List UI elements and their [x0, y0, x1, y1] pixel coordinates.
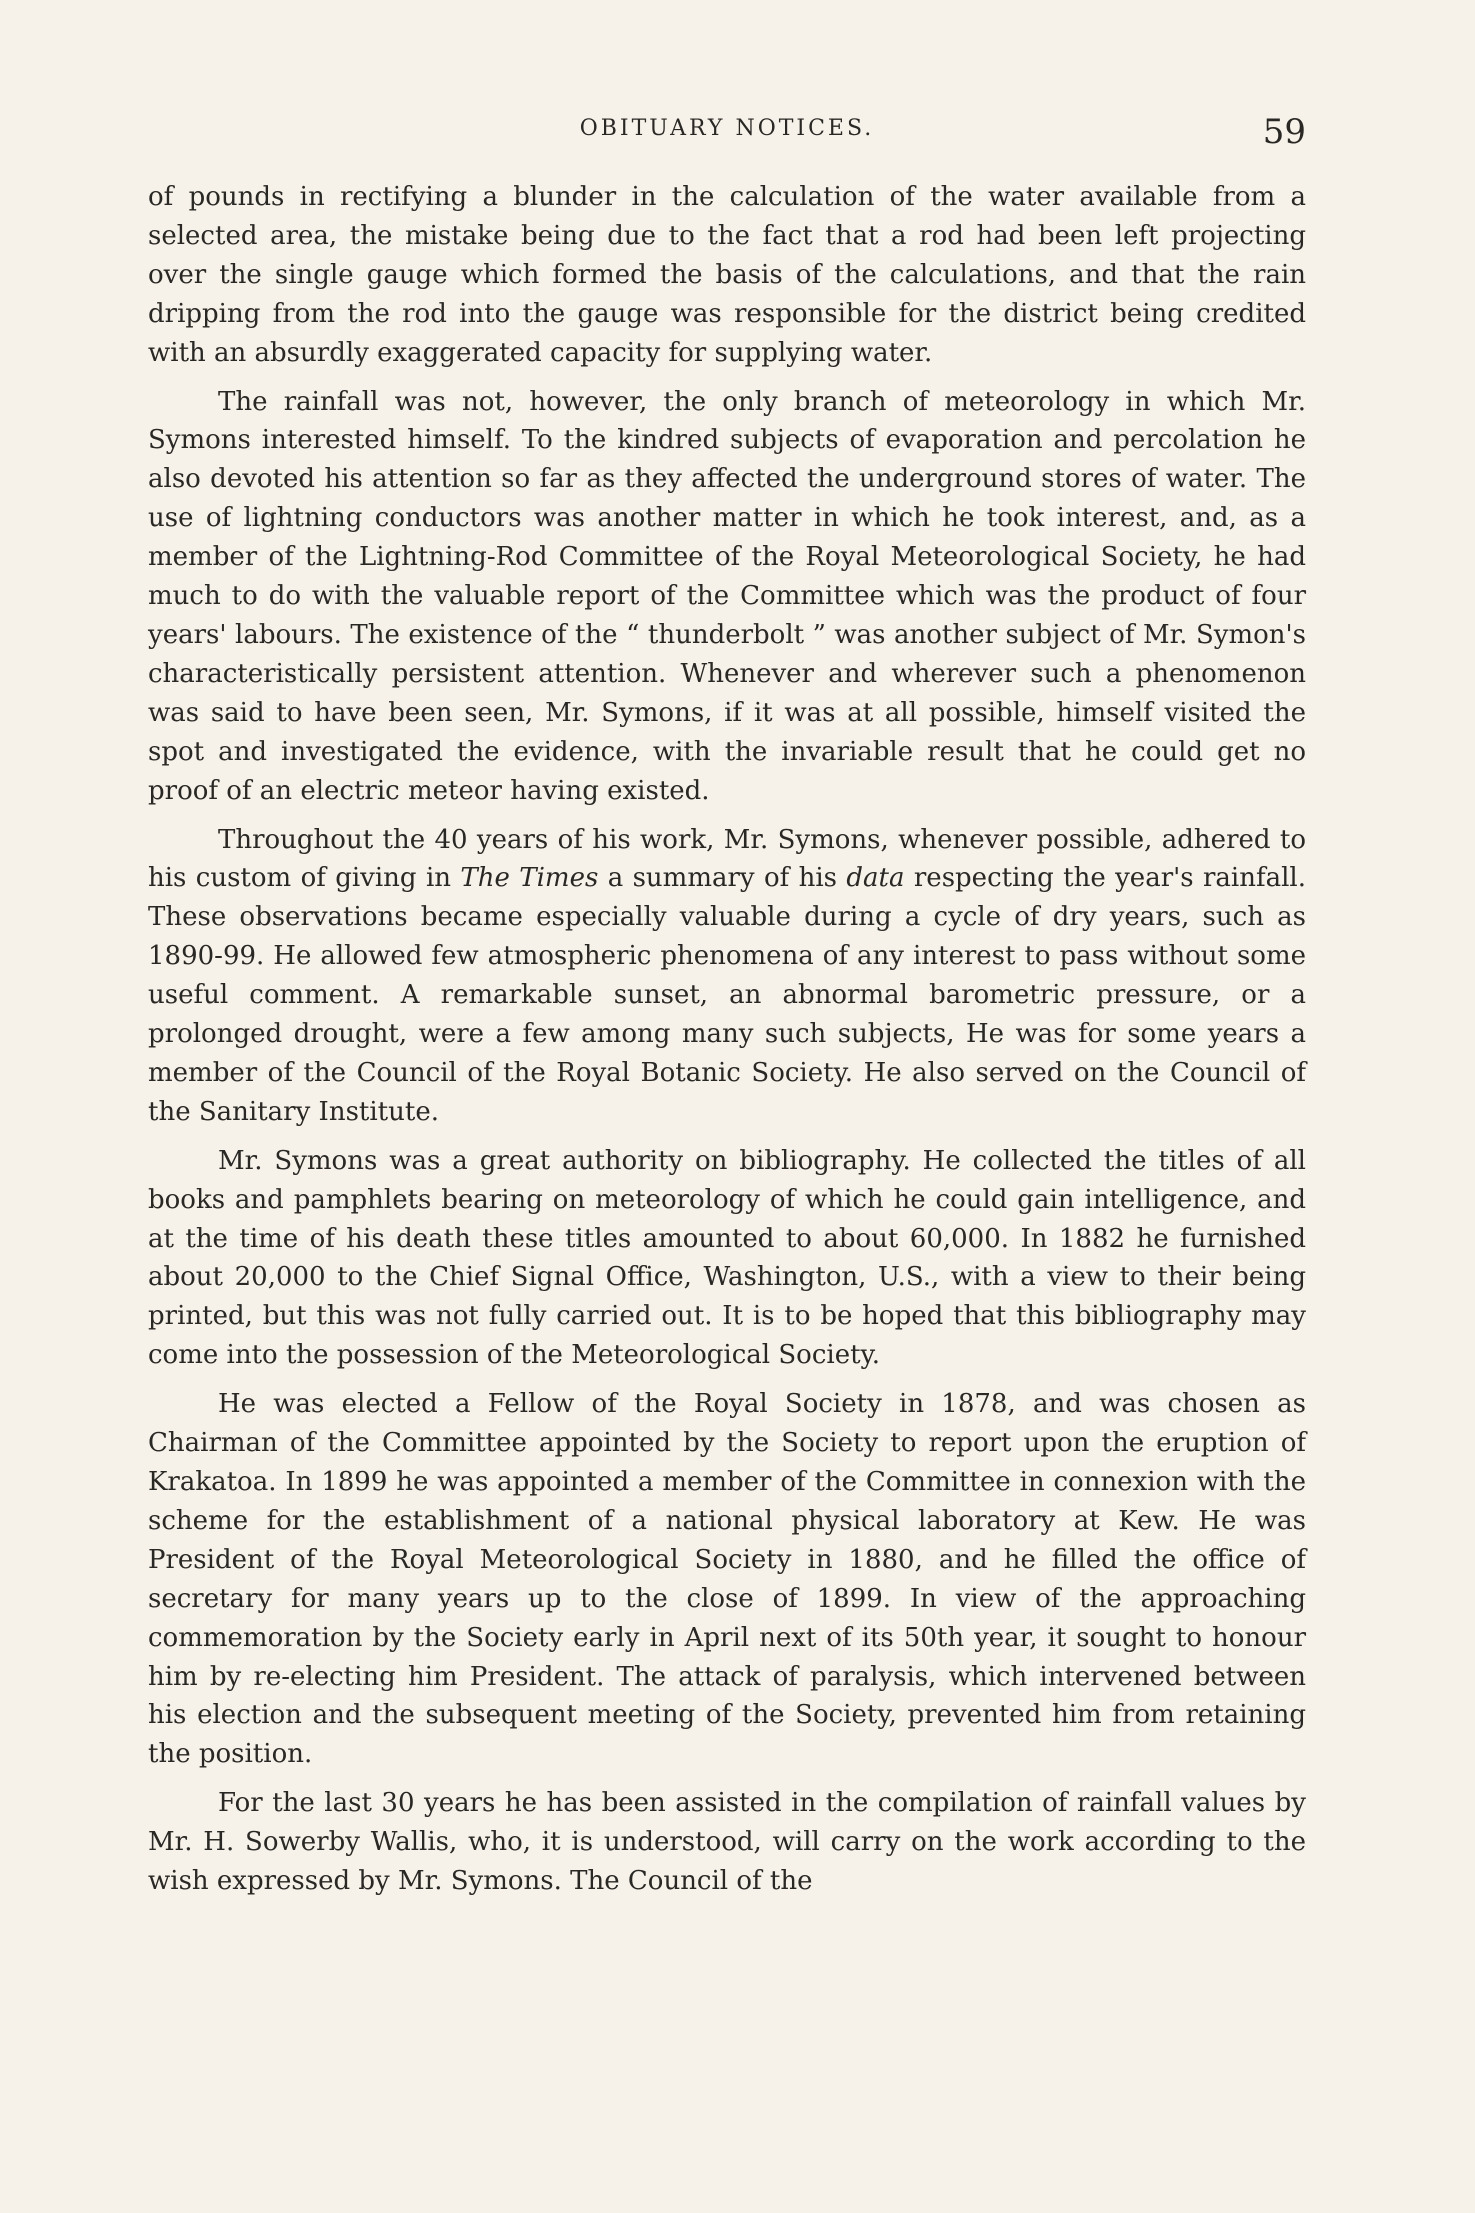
paragraph-4 — [148, 1142, 1306, 1375]
data-italic: data — [846, 863, 905, 894]
page-header — [148, 112, 1306, 152]
newspaper-title-italic: The Times — [460, 863, 599, 894]
paragraph-3-text-part-2: a summary of his — [598, 863, 847, 894]
paragraph-3 — [148, 821, 1306, 1132]
paragraph-3-text-part-1: Throughout the 40 years of his work, Mr. Symons, whenever possible, adhered to his custom of giving in — [148, 824, 1306, 894]
paragraph-2 — [148, 383, 1306, 811]
running-title: OBITUARY NOTICES. — [579, 116, 875, 141]
paragraph-3-text-part-3: respecting the year's rainfall. These observations became especially valuable during a cycle of dry years, such as 1890-99. He allowed few atmospheric phenomena of any interest to pass without some useful comment. A remarkable sunset, an abnormal barometric pressure, or a prolonged drought, were a few among many such subjects, He was for some years a member of the Council of the Royal Botanic Society. He also served on the Council of the Sanitary Institute. — [148, 863, 1307, 1127]
article-body — [148, 178, 1306, 1901]
paragraph-4-text: Mr. Symons was a great authority on bibliography. He collected the titles of all books and pamphlets bearing on meteorology of which he could gain intelligence, and at the time of his death these titles amounted to about 60,000. In 1882 he furnished about 20,000 to the Chief Signal Office, Washington, U.S., with a view to their being printed, but this was not fully carried out. It is to be hoped that this bibliography may come into the possession of the Meteorological Society. — [148, 1145, 1306, 1371]
paragraph-2-text: The rainfall was not, however, the only branch of meteorology in which Mr. Symons interested himself. To the kindred subjects of evaporation and percolation he also devoted his attention so far as they affected the underground stores of water. The use of lightning conductors was another matter in which he took interest, and, as a member of the Lightning-Rod Committee of the Royal Meteorological Society, he had much to do with the valuable report of the Committee which was the product of four years' labours. The existence of the “ thunderbolt ” was another subject of Mr. Symon's characteristically persistent attention. Whenever and wherever such a phenomenon was said to have been seen, Mr. Symons, if it was at all possible, himself visited the spot and investigated the evidence, with the invariable result that he could get no proof of an electric meteor having existed. — [148, 386, 1306, 806]
paragraph-6-text: For the last 30 years he has been assisted in the compilation of rainfall values by Mr. H. Sowerby Wallis, who, it is understood, will carry on the work according to the wish expressed by Mr. Symons. The Council of the — [148, 1788, 1306, 1897]
paragraph-5-text: He was elected a Fellow of the Royal Society in 1878, and was chosen as Chairman of the Committee appointed by the Society to report upon the eruption of Krakatoa. In 1899 he was appointed a member of the Committee in connexion with the scheme for the establishment of a national physical laboratory at Kew. He was President of the Royal Meteorological Society in 1880, and he filled the office of secretary for many years up to the close of 1899. In view of the approaching commemoration by the Society early in April next of its 50th year, it sought to honour him by re-electing him President. The attack of paralysis, which intervened between his election and the subsequent meeting of the Society, prevented him from retaining the position. — [148, 1389, 1306, 1770]
paragraph-1 — [148, 178, 1306, 373]
page-number: 59 — [1262, 112, 1306, 152]
paragraph-1-text: of pounds in rectifying a blunder in the calculation of the water available from a selected area, the mistake being due to the fact that a rod had been left projecting over the single gauge which formed the basis of the calculations, and that the rain dripping from the rod into the gauge was responsible for the district being credited with an absurdly exaggerated capacity for supplying water. — [148, 182, 1306, 368]
paragraph-5 — [148, 1385, 1306, 1774]
paragraph-6 — [148, 1784, 1306, 1901]
